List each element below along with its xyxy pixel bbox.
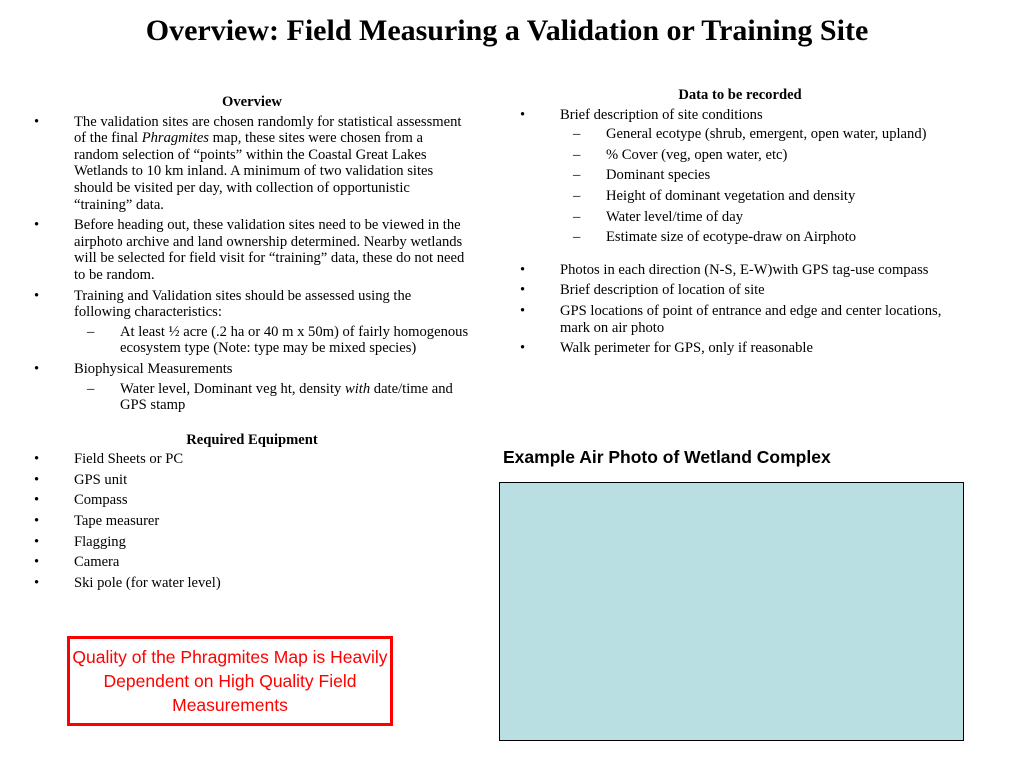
- data-more-item-text: Brief description of location of site: [560, 282, 765, 299]
- data-more-item: [520, 262, 960, 279]
- bullet-marker: •: [520, 302, 526, 319]
- data-sub-item: [520, 126, 960, 143]
- bullet-marker: •: [520, 282, 526, 299]
- data-recorded-list: [520, 107, 960, 124]
- data-sub-item-text: Height of dominant vegetation and density: [606, 187, 856, 204]
- data-sub-item: [520, 147, 960, 164]
- with-italic: with: [344, 380, 371, 397]
- equipment-item-text: GPS unit: [74, 471, 128, 488]
- equipment-item: [34, 451, 470, 468]
- overview-bullet-2-text: Before heading out, these validation sites need to be viewed in the airphoto archive and land ownership determined. Nearby wetlands will be selected for field visit for “training” data, these do not need to be random.: [74, 217, 465, 283]
- data-recorded-heading: Data to be recorded: [678, 87, 802, 103]
- equipment-item: [34, 575, 470, 592]
- quality-callout: [67, 636, 393, 726]
- dash-marker: –: [573, 126, 581, 143]
- data-sub-item: [520, 229, 960, 246]
- bullet-marker: •: [520, 106, 526, 123]
- overview-bullet-2: [34, 217, 470, 283]
- equipment-item: [34, 492, 470, 509]
- data-bullet-1: [520, 107, 960, 124]
- dash-marker: –: [87, 323, 95, 340]
- dash-marker: –: [87, 380, 95, 397]
- bullet-marker: •: [34, 492, 40, 509]
- data-sub-item-text: Dominant species: [606, 167, 711, 184]
- quality-callout-text: Quality of the Phragmites Map is Heavily Dependent on High Quality Field Measurements: [72, 647, 388, 715]
- slide-title: Overview: Field Measuring a Validation or Training Site: [145, 14, 869, 47]
- overview-bullet-1-text-b: map, these sites were chosen from a random selection of “points” within the Coastal Great Lakes Wetlands to 10 km inland. A minimum of two validation sites should be visited per day, with collection of opportunistic “training” data.: [74, 130, 434, 213]
- equipment-item-text: Camera: [74, 554, 120, 571]
- phragmites-italic: Phragmites: [141, 130, 209, 147]
- overview-bullet-3-text: Training and Validation sites should be assessed using the following characteristics:: [74, 287, 412, 321]
- air-photo-placeholder: [499, 482, 964, 741]
- bullet-marker: •: [34, 471, 40, 488]
- data-more-list: [520, 262, 960, 357]
- equipment-item-text: Flagging: [74, 533, 126, 550]
- overview-bullet-4: [34, 361, 470, 378]
- bullet-marker: •: [34, 217, 40, 234]
- photo-caption: Example Air Photo of Wetland Complex: [503, 447, 831, 467]
- data-sub-item-text: General ecotype (shrub, emergent, open water, upland): [606, 126, 927, 143]
- bullet-marker: •: [34, 513, 40, 530]
- dash-marker: –: [573, 146, 581, 163]
- overview-bullet-1-text-a: The validation sites are chosen randomly for statistical assessment of the final: [74, 113, 462, 147]
- bullet-marker: •: [520, 340, 526, 357]
- data-more-item: [520, 340, 960, 357]
- data-sub-item: [520, 209, 960, 226]
- left-column: [34, 94, 470, 595]
- overview-sub-bullet-1: [34, 324, 470, 357]
- data-more-item: [520, 303, 960, 336]
- equipment-heading: Required Equipment: [186, 431, 318, 448]
- equipment-item-text: Field Sheets or PC: [74, 451, 184, 468]
- dash-marker: –: [573, 229, 581, 246]
- overview-bullet-3: [34, 288, 470, 321]
- bullet-marker: •: [34, 451, 40, 468]
- bullet-marker: •: [34, 287, 40, 304]
- overview-bullet-4-text: Biophysical Measurements: [74, 360, 233, 377]
- overview-sub-bullet-2-text-a: Water level, Dominant veg ht, density: [120, 380, 345, 397]
- data-more-item-text: GPS locations of point of entrance and edge and center locations, mark on air photo: [560, 302, 942, 336]
- bullet-marker: •: [34, 554, 40, 571]
- overview-list: [34, 114, 470, 414]
- data-more-item-text: Photos in each direction (N-S, E-W)with GPS tag-use compass: [560, 261, 929, 278]
- overview-sub-bullet-2-text-b: date/time and GPS stamp: [120, 380, 453, 414]
- equipment-item-text: Tape measurer: [74, 513, 160, 530]
- equipment-item: [34, 534, 470, 551]
- right-column: [520, 87, 960, 361]
- data-sub-item-text: Water level/time of day: [606, 208, 744, 225]
- data-sub-item: [520, 188, 960, 205]
- equipment-item: [34, 554, 470, 571]
- equipment-item: [34, 513, 470, 530]
- data-bullet-1-text: Brief description of site conditions: [560, 106, 763, 123]
- equipment-list: [34, 451, 470, 591]
- overview-sub-bullet-2: [34, 381, 470, 414]
- dash-marker: –: [573, 167, 581, 184]
- data-sub-list: [520, 126, 960, 246]
- data-more-item: [520, 282, 960, 299]
- bullet-marker: •: [34, 360, 40, 377]
- equipment-item-text: Compass: [74, 492, 128, 509]
- equipment-item: [34, 472, 470, 489]
- overview-heading: Overview: [222, 94, 282, 110]
- dash-marker: –: [573, 187, 581, 204]
- bullet-marker: •: [34, 574, 40, 591]
- dash-marker: –: [573, 208, 581, 225]
- bullet-marker: •: [34, 533, 40, 550]
- data-more-item-text: Walk perimeter for GPS, only if reasonable: [560, 340, 813, 357]
- data-sub-item: [520, 167, 960, 184]
- overview-sub-bullet-1-text: At least ½ acre (.2 ha or 40 m x 50m) of fairly homogenous ecosystem type (Note: type may be mixed species): [120, 323, 469, 357]
- data-sub-item-text: % Cover (veg, open water, etc): [606, 146, 788, 163]
- bullet-marker: •: [34, 113, 40, 130]
- overview-bullet-1: [34, 114, 470, 214]
- data-sub-item-text: Estimate size of ecotype-draw on Airphoto: [606, 229, 857, 246]
- equipment-item-text: Ski pole (for water level): [74, 574, 221, 591]
- bullet-marker: •: [520, 261, 526, 278]
